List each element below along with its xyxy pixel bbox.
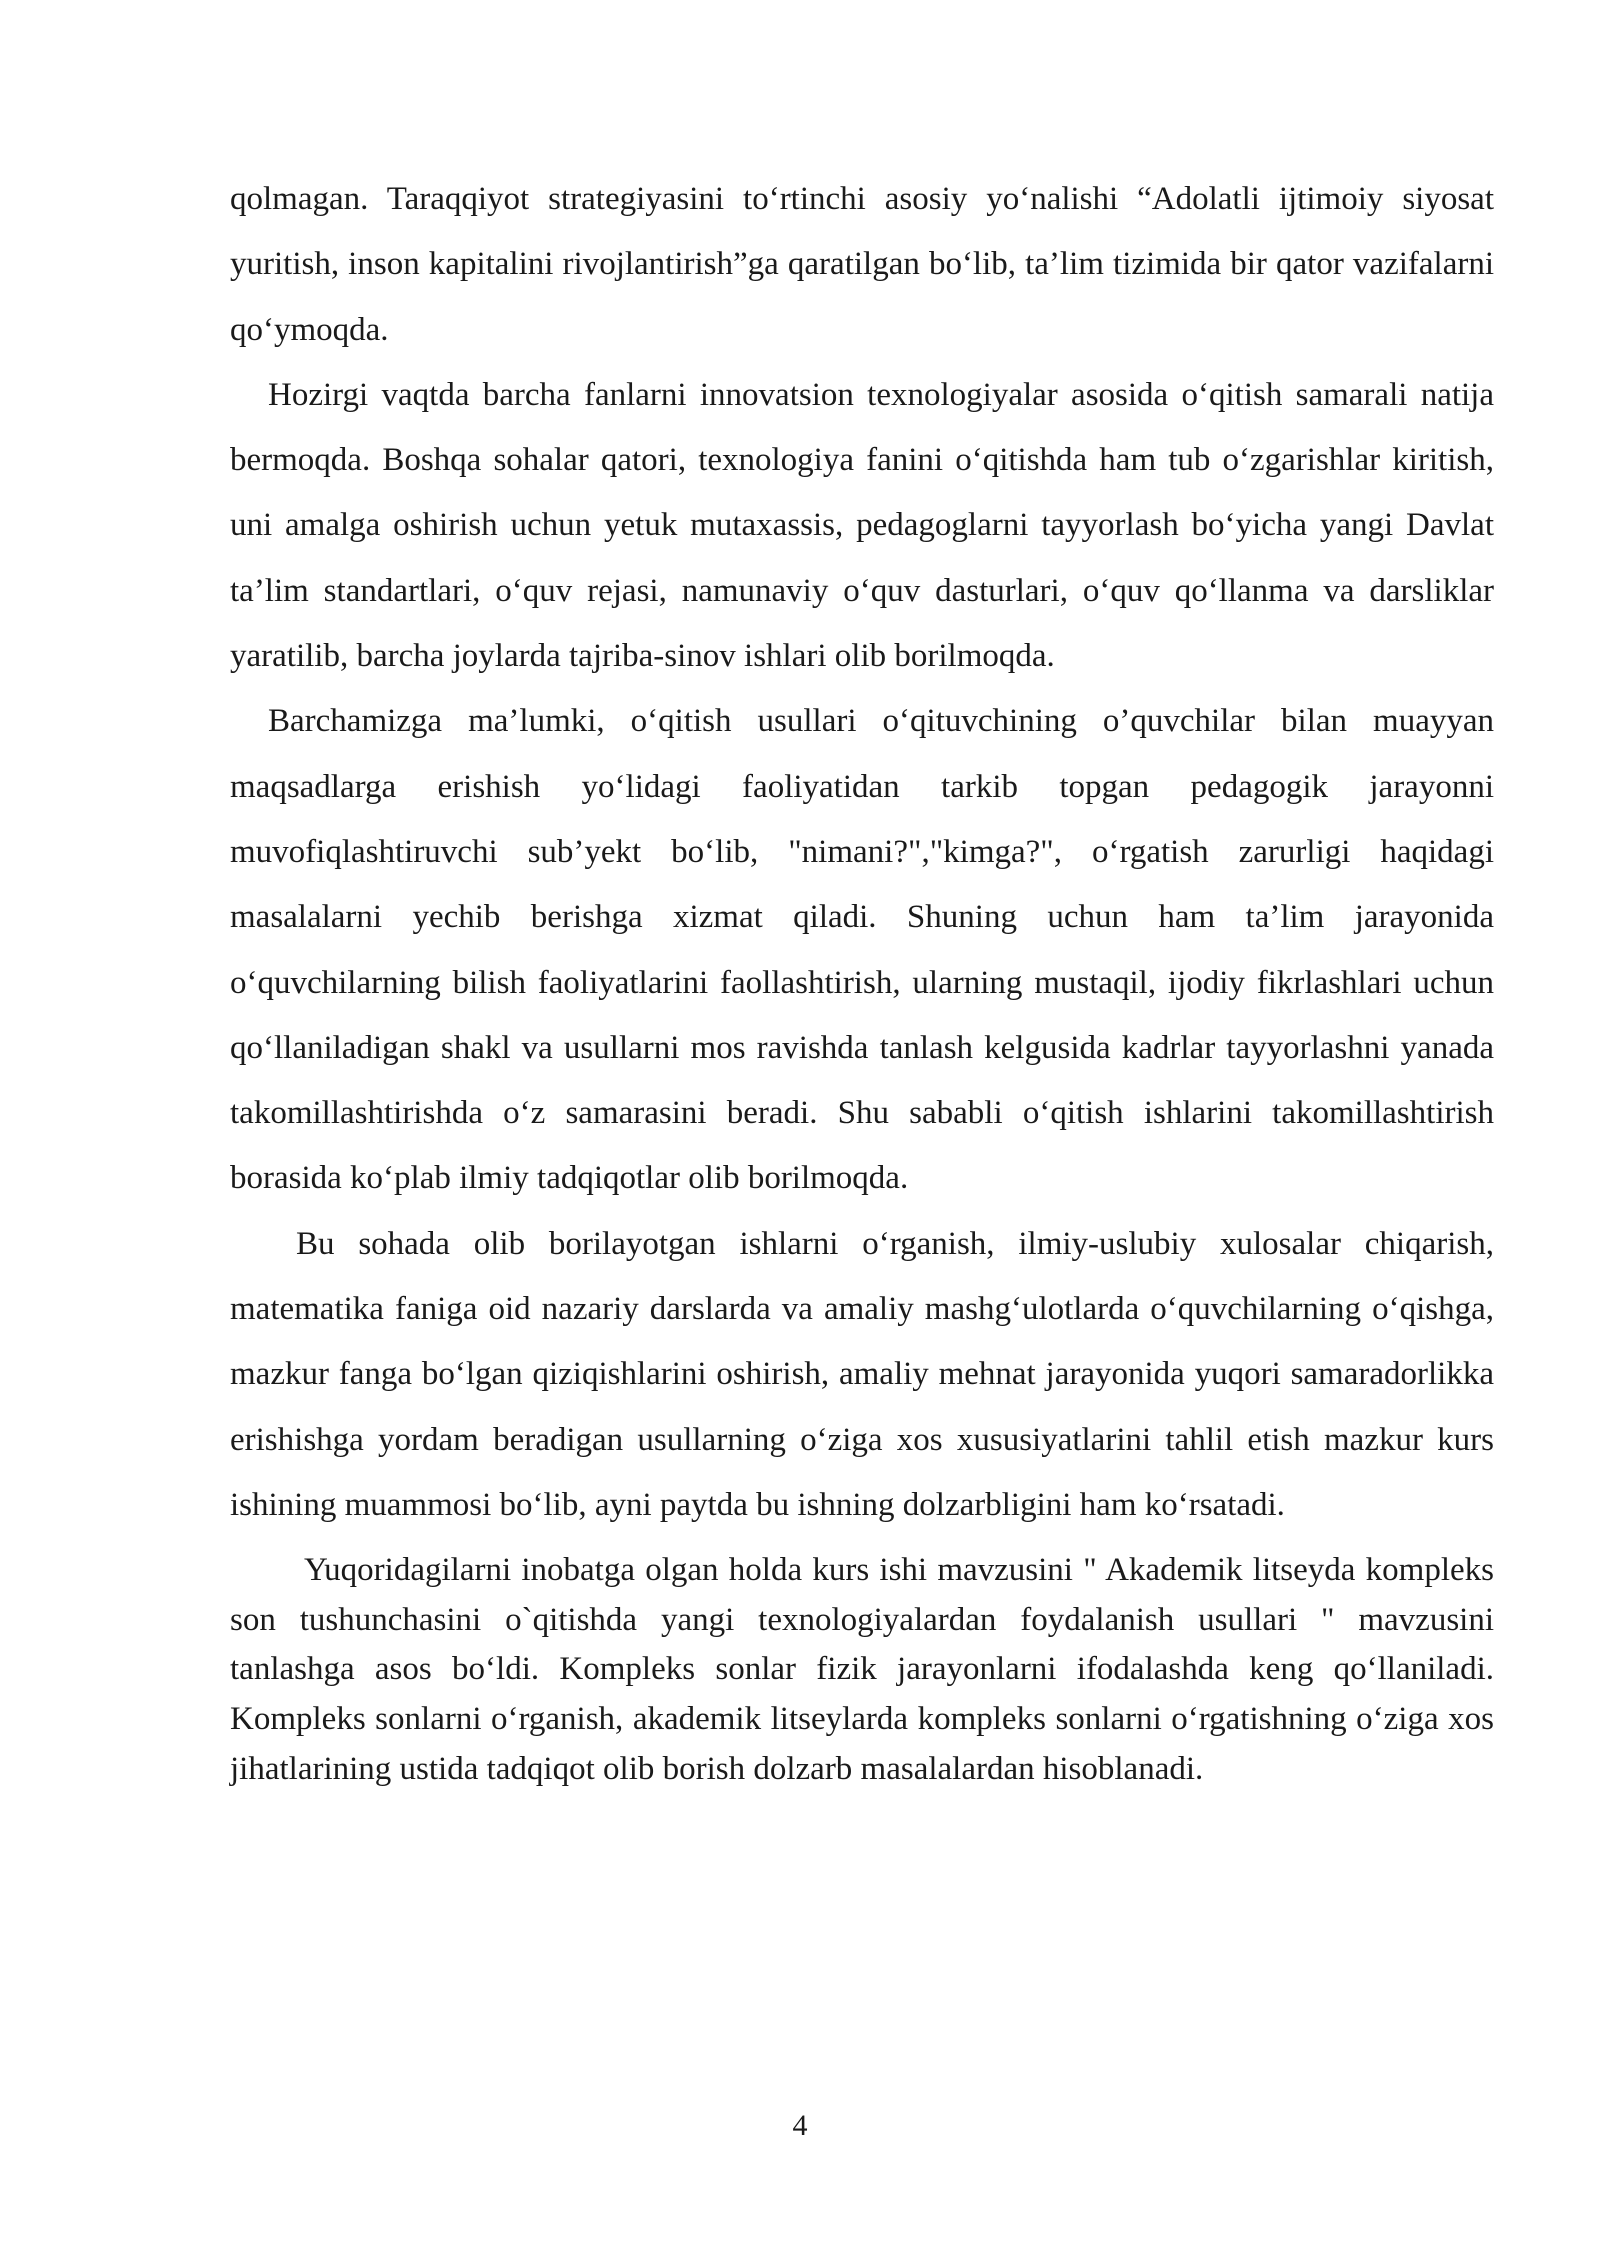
page-number: 4 xyxy=(792,2109,808,2142)
paragraph-3: Barchamizga ma’lumki, o‘qitish usullari o‘qituvchining o’quvchilar bilan muayyan maqsadlarga erishish yo‘lidagi faoliyatidan tarkib topgan pedagogik jarayonni muvofiqlashtiruvchi sub’yekt bo‘lib, "nimani?","kimga?", o‘rgatish zarurligi haqidagi masalalarni yechib berishga xizmat qiladi. Shuning uchun ham ta’lim jarayonida o‘quvchilarning bilish faoliyatlarini faollashtirish, ularning mustaqil, ijodiy fikrlashlari uchun qo‘llaniladigan shakl va usullarni mos ravishda tanlash kelgusida kadrlar tayyorlashni yanada takomillashtirishda o‘z samarasini beradi. Shu sababli o‘qitish ishlarini takomillashtirish borasida ko‘plab ilmiy tadqiqotlar olib borilmoqda. xyxy=(230,703,1494,1197)
paragraph-4: Bu sohada olib borilayotgan ishlarni o‘rganish, ilmiy-uslubiy xulosalar chiqarish, matematika faniga oid nazariy darslarda va amaliy mashg‘ulotlarda o‘quvchilarning o‘qishga, mazkur fanga bo‘lgan qiziqishlarini oshirish, amaliy mehnat jarayonida yuqori samaradorlikka erishishga yordam beradigan usullarning o‘ziga xos xususiyatlarini tahlil etish mazkur kurs ishining muammosi bo‘lib, ayni paytda bu ishning dolzarbligini ham ko‘rsatadi. xyxy=(230,1225,1494,1523)
body-text xyxy=(230,167,1494,1794)
paragraph-5: Yuqoridagilarni inobatga olgan holda kurs ishi mavzusini " Akademik litseyda kompleks son tushunchasini o`qitishda yangi texnologiyalardan foydalanish usullari " mavzusini tanlashga asos bo‘ldi. Kompleks sonlar fizik jarayonlarni ifodalashda keng qo‘llaniladi. Kompleks sonlarni o‘rganish, akademik litseylarda kompleks sonlarni o‘rgatishning o‘ziga xos jihatlarining ustida tadqiqot olib borish dolzarb masalalardan hisoblanadi. xyxy=(230,1552,1494,1787)
paragraph-2: Hozirgi vaqtda barcha fanlarni innovatsion texnologiyalar asosida o‘qitish samarali natija bermoqda. Boshqa sohalar qatori, texnologiya fanini o‘qitishda ham tub o‘zgarishlar kiritish, uni amalga oshirish uchun yetuk mutaxassis, pedagoglarni tayyorlash bo‘yicha yangi Davlat ta’lim standartlari, o‘quv rejasi, namunaviy o‘quv dasturlari, o‘quv qo‘llanma va darsliklar yaratilib, barcha joylarda tajriba-sinov ishlari olib borilmoqda. xyxy=(230,376,1494,675)
paragraph-1: qolmagan. Taraqqiyot strategiyasini to‘rtinchi asosiy yo‘nalishi “Adolatli ijtimoiy siyosat yuritish, inson kapitalini rivojlantirish”ga qaratilgan bo‘lib, ta’lim tizimida bir qator vazifalarni qo‘ymoqda. xyxy=(230,181,1494,348)
